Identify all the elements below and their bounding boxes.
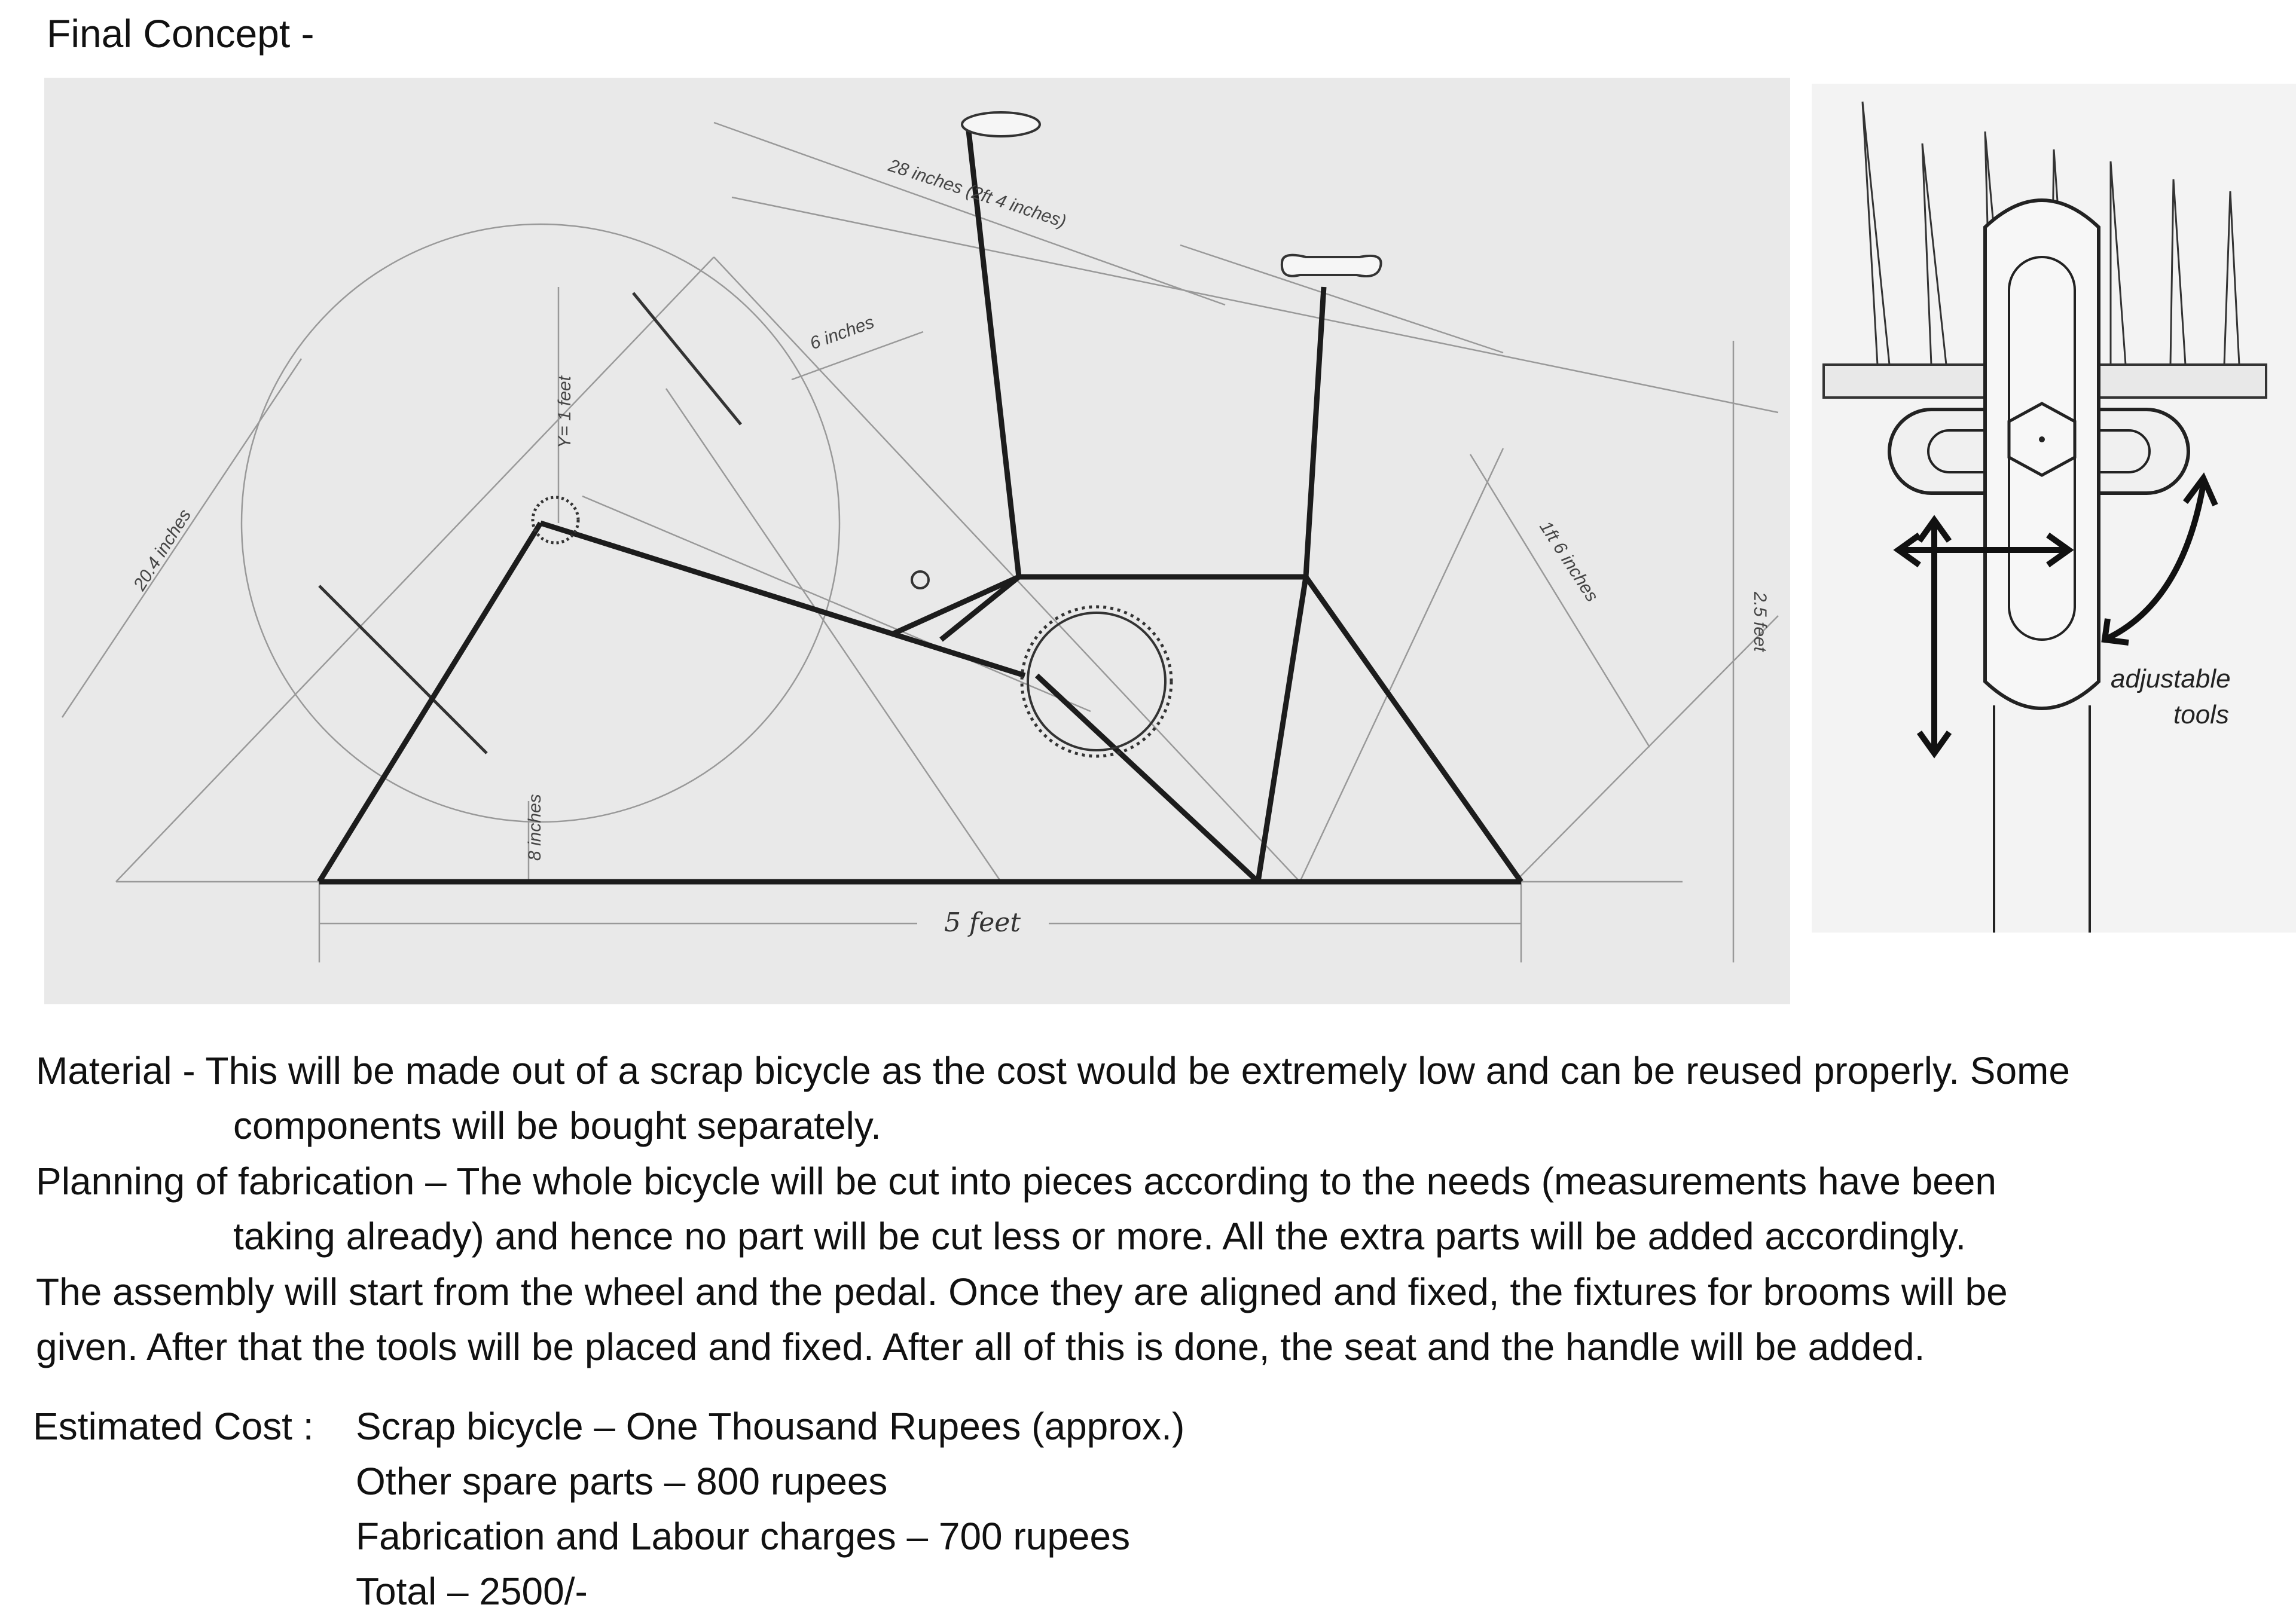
adjustable-tool-sketch bbox=[1812, 84, 2296, 933]
material-line-2: components will be bought separately. bbox=[233, 1104, 881, 1147]
cost-label: Estimated Cost : bbox=[33, 1405, 314, 1448]
dim-6in: 6 inches bbox=[807, 312, 877, 354]
cost-line: Other spare parts – 800 rupees bbox=[356, 1460, 888, 1503]
page-title: Final Concept - bbox=[47, 11, 315, 56]
dim-28in: 28 inches (2ft 4 inches) bbox=[886, 155, 1069, 232]
planning-line-1: Planning of fabrication – The whole bicycle will be cut into pieces according to the needs (measurements have been bbox=[36, 1160, 1996, 1203]
assembly-line-1: The assembly will start from the wheel and the pedal. Once they are aligned and fixed, the fixtures for brooms will be bbox=[36, 1270, 2008, 1313]
dim-2-5ft: 2.5 feet bbox=[1750, 592, 1770, 652]
planning-paragraph bbox=[36, 1154, 2284, 1264]
tool-label-1: adjustable bbox=[2111, 664, 2231, 693]
bicycle-frame-sketch bbox=[44, 78, 1790, 1004]
rear-sprocket bbox=[533, 497, 578, 543]
dim-20in: 20.4 inches bbox=[129, 506, 196, 594]
tool-label-2: tools bbox=[2173, 700, 2229, 729]
cost-line: Fabrication and Labour charges – 700 rupees bbox=[356, 1515, 1131, 1558]
material-paragraph bbox=[36, 1043, 2284, 1153]
cost-total: Total – 2500/- bbox=[356, 1570, 588, 1613]
seat bbox=[1282, 255, 1381, 276]
dim-8in: 8 inches bbox=[525, 794, 545, 861]
dim-1ft6: 1ft 6 inches bbox=[1535, 517, 1602, 606]
planning-line-2: taking already) and hence no part will be cut less or more. All the extra parts will be added accordingly. bbox=[233, 1215, 1967, 1258]
assembly-line-2: given. After that the tools will be placed and fixed. After all of this is done, the seat and the handle will be added. bbox=[36, 1325, 1925, 1368]
handle bbox=[962, 112, 1040, 136]
assembly-paragraph bbox=[36, 1264, 2284, 1374]
frame bbox=[319, 126, 1521, 882]
material-line-1: Material - This will be made out of a scrap bicycle as the cost would be extremely low and can be reused properly. Some bbox=[36, 1049, 2070, 1092]
dim-5ft: 5 feet bbox=[944, 907, 1021, 938]
cost-line: Scrap bicycle – One Thousand Rupees (approx.) bbox=[356, 1405, 1185, 1448]
estimated-cost bbox=[33, 1399, 1184, 1619]
dim-radius: Y= 1 feet bbox=[555, 376, 575, 448]
